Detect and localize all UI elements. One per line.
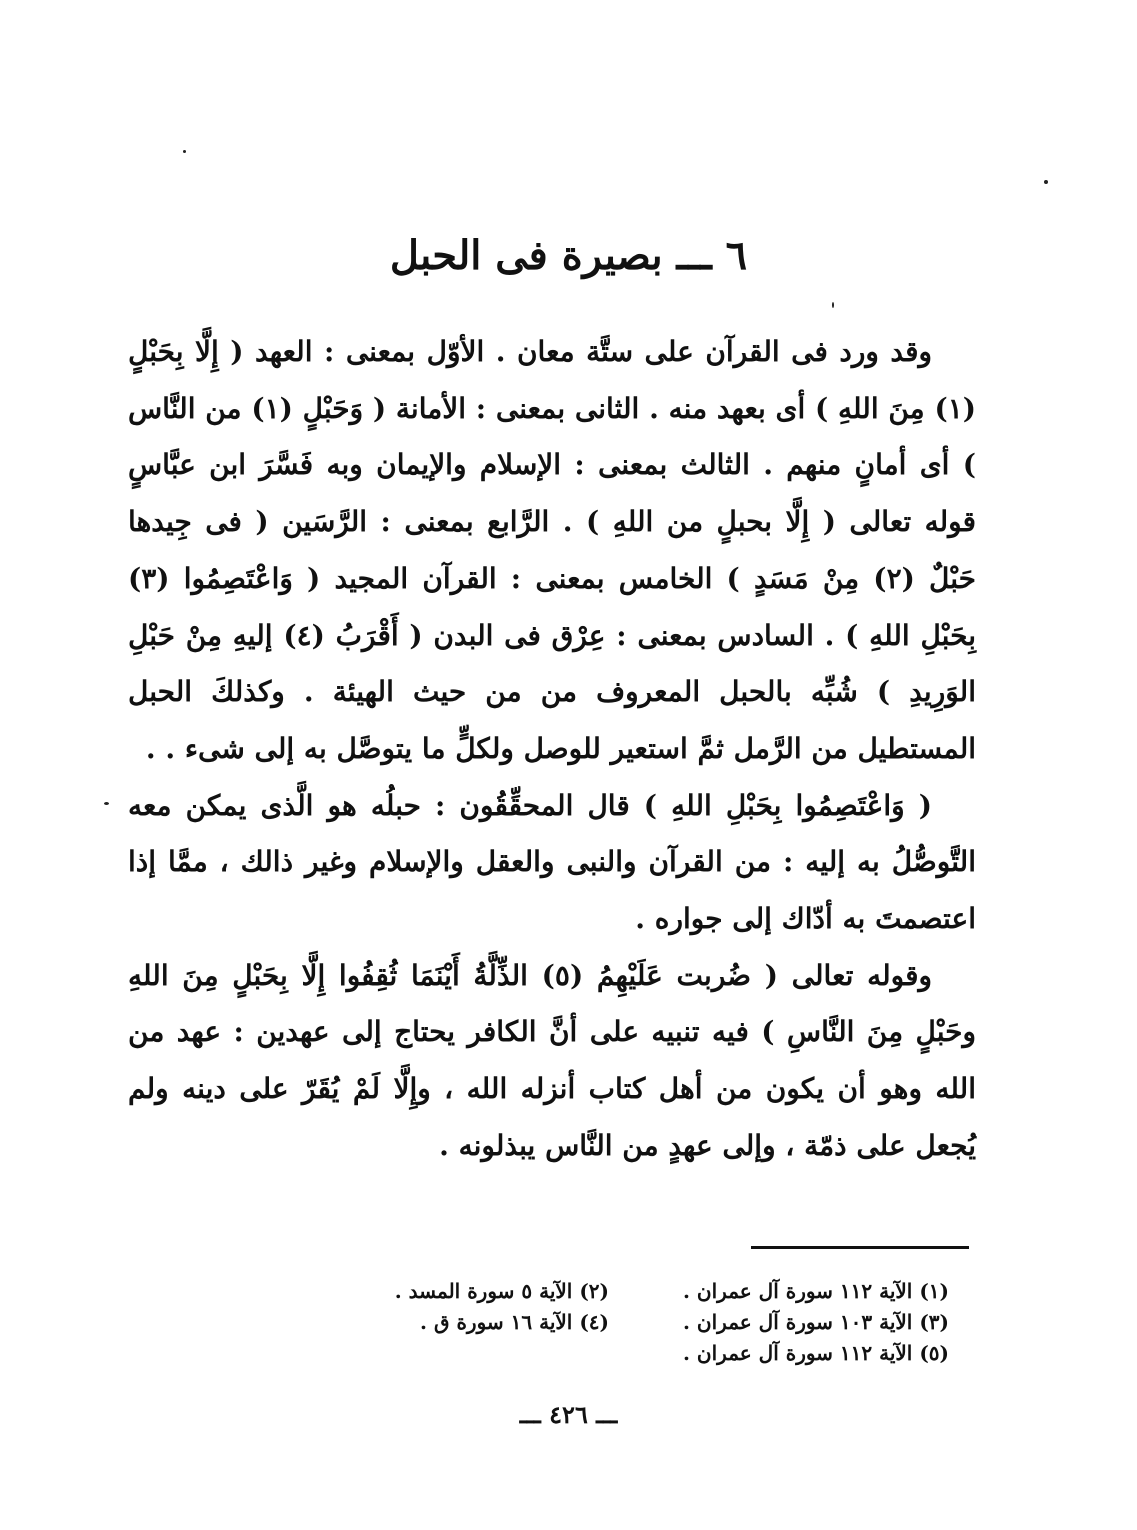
footnote-2: (٢) الآية ٥ سورة المسد .: [394, 1279, 609, 1303]
footnote-row: [289, 1276, 949, 1307]
footnote-empty: [289, 1338, 609, 1369]
scan-speck: [1044, 180, 1048, 184]
scan-speck: [832, 302, 834, 308]
footnote-separator: [751, 1246, 969, 1249]
body-text: [128, 324, 976, 1175]
footnote-4: (٤) الآية ١٦ سورة ق .: [420, 1310, 609, 1334]
footnotes: [289, 1276, 949, 1369]
paragraph: وقوله تعالى ( ضُربت عَلَيْهِمُ (٥) الذِّلَّةُ أَيْنَمَا ثُقِفُوا إِلَّا بِحَبْلٍ مِنَ اللهِ وحَبْلٍ مِنَ النَّاسِ ) فيه تنبيه على أنَّ الكافر يحتاج إلى عهدين : عهد من الله وهو أن يكون من أهل كتاب أنزله الله ، وإِلَّا لَمْ يُقَرّ على دينه ولم يُجعل على ذمّة ، وإلى عهدٍ من النَّاس يبذلونه .: [128, 958, 976, 1162]
section-title: ٦ ـــ بصيرة فى الحبل: [389, 232, 748, 279]
scan-speck: [104, 802, 109, 805]
footnote-1: (١) الآية ١١٢ سورة آل عمران .: [683, 1279, 949, 1303]
footnote-row: [289, 1307, 949, 1338]
footnote-row: [289, 1338, 949, 1369]
footnote-5: (٥) الآية ١١٢ سورة آل عمران .: [683, 1341, 949, 1365]
scan-speck: [183, 150, 186, 153]
page-number: ـــ ٤٢٦ ـــ: [519, 1400, 618, 1429]
paragraph: ( وَاعْتَصِمُوا بِحَبْلِ اللهِ ) قال المحقِّقُون : حبلُه هو الَّذى يمكن معه التَّوصُّلُ به إليه : من القرآن والنبى والعقل والإسلام وغير ذالك ، ممَّا إذا اعتصمتَ به أدّاك إلى جواره .: [128, 788, 976, 936]
paragraph: وقد ورد فى القرآن على ستَّة معان . الأوّل بمعنى : العهد ( إِلَّا بِحَبْلٍ (١) مِنَ اللهِ ) أى بعهد منه . الثانى بمعنى : الأمانة ( وَحَبْلٍ (١) من النَّاس ) أى أمانٍ منهم . الثالث بمعنى : الإسلام والإيمان وبه فَسَّرَ ابن عبَّاسٍ قوله تعالى ( إِلَّا بحبلٍ من اللهِ ) . الرَّابع بمعنى : الرَّسَين ( فى جِيدها حَبْلٌ (٢) مِنْ مَسَدٍ ) الخامس بمعنى : القرآن المجيد ( وَاعْتَصِمُوا (٣) بِحَبْلِ اللهِ ) . السادس بمعنى : عِرْق فى البدن ( أَقْرَبُ (٤) إليهِ مِنْ حَبْلِ الوَرِيدِ ) شُبِّه بالحبل المعروف من من حيث الهيئة . وكذلكَ الحبل المستطيل من الرَّمل ثمَّ استعير للوصل ولكلٍّ ما يتوصَّل به إلى شىء . .: [128, 335, 976, 765]
footnote-3: (٣) الآية ١٠٣ سورة آل عمران .: [683, 1310, 949, 1334]
